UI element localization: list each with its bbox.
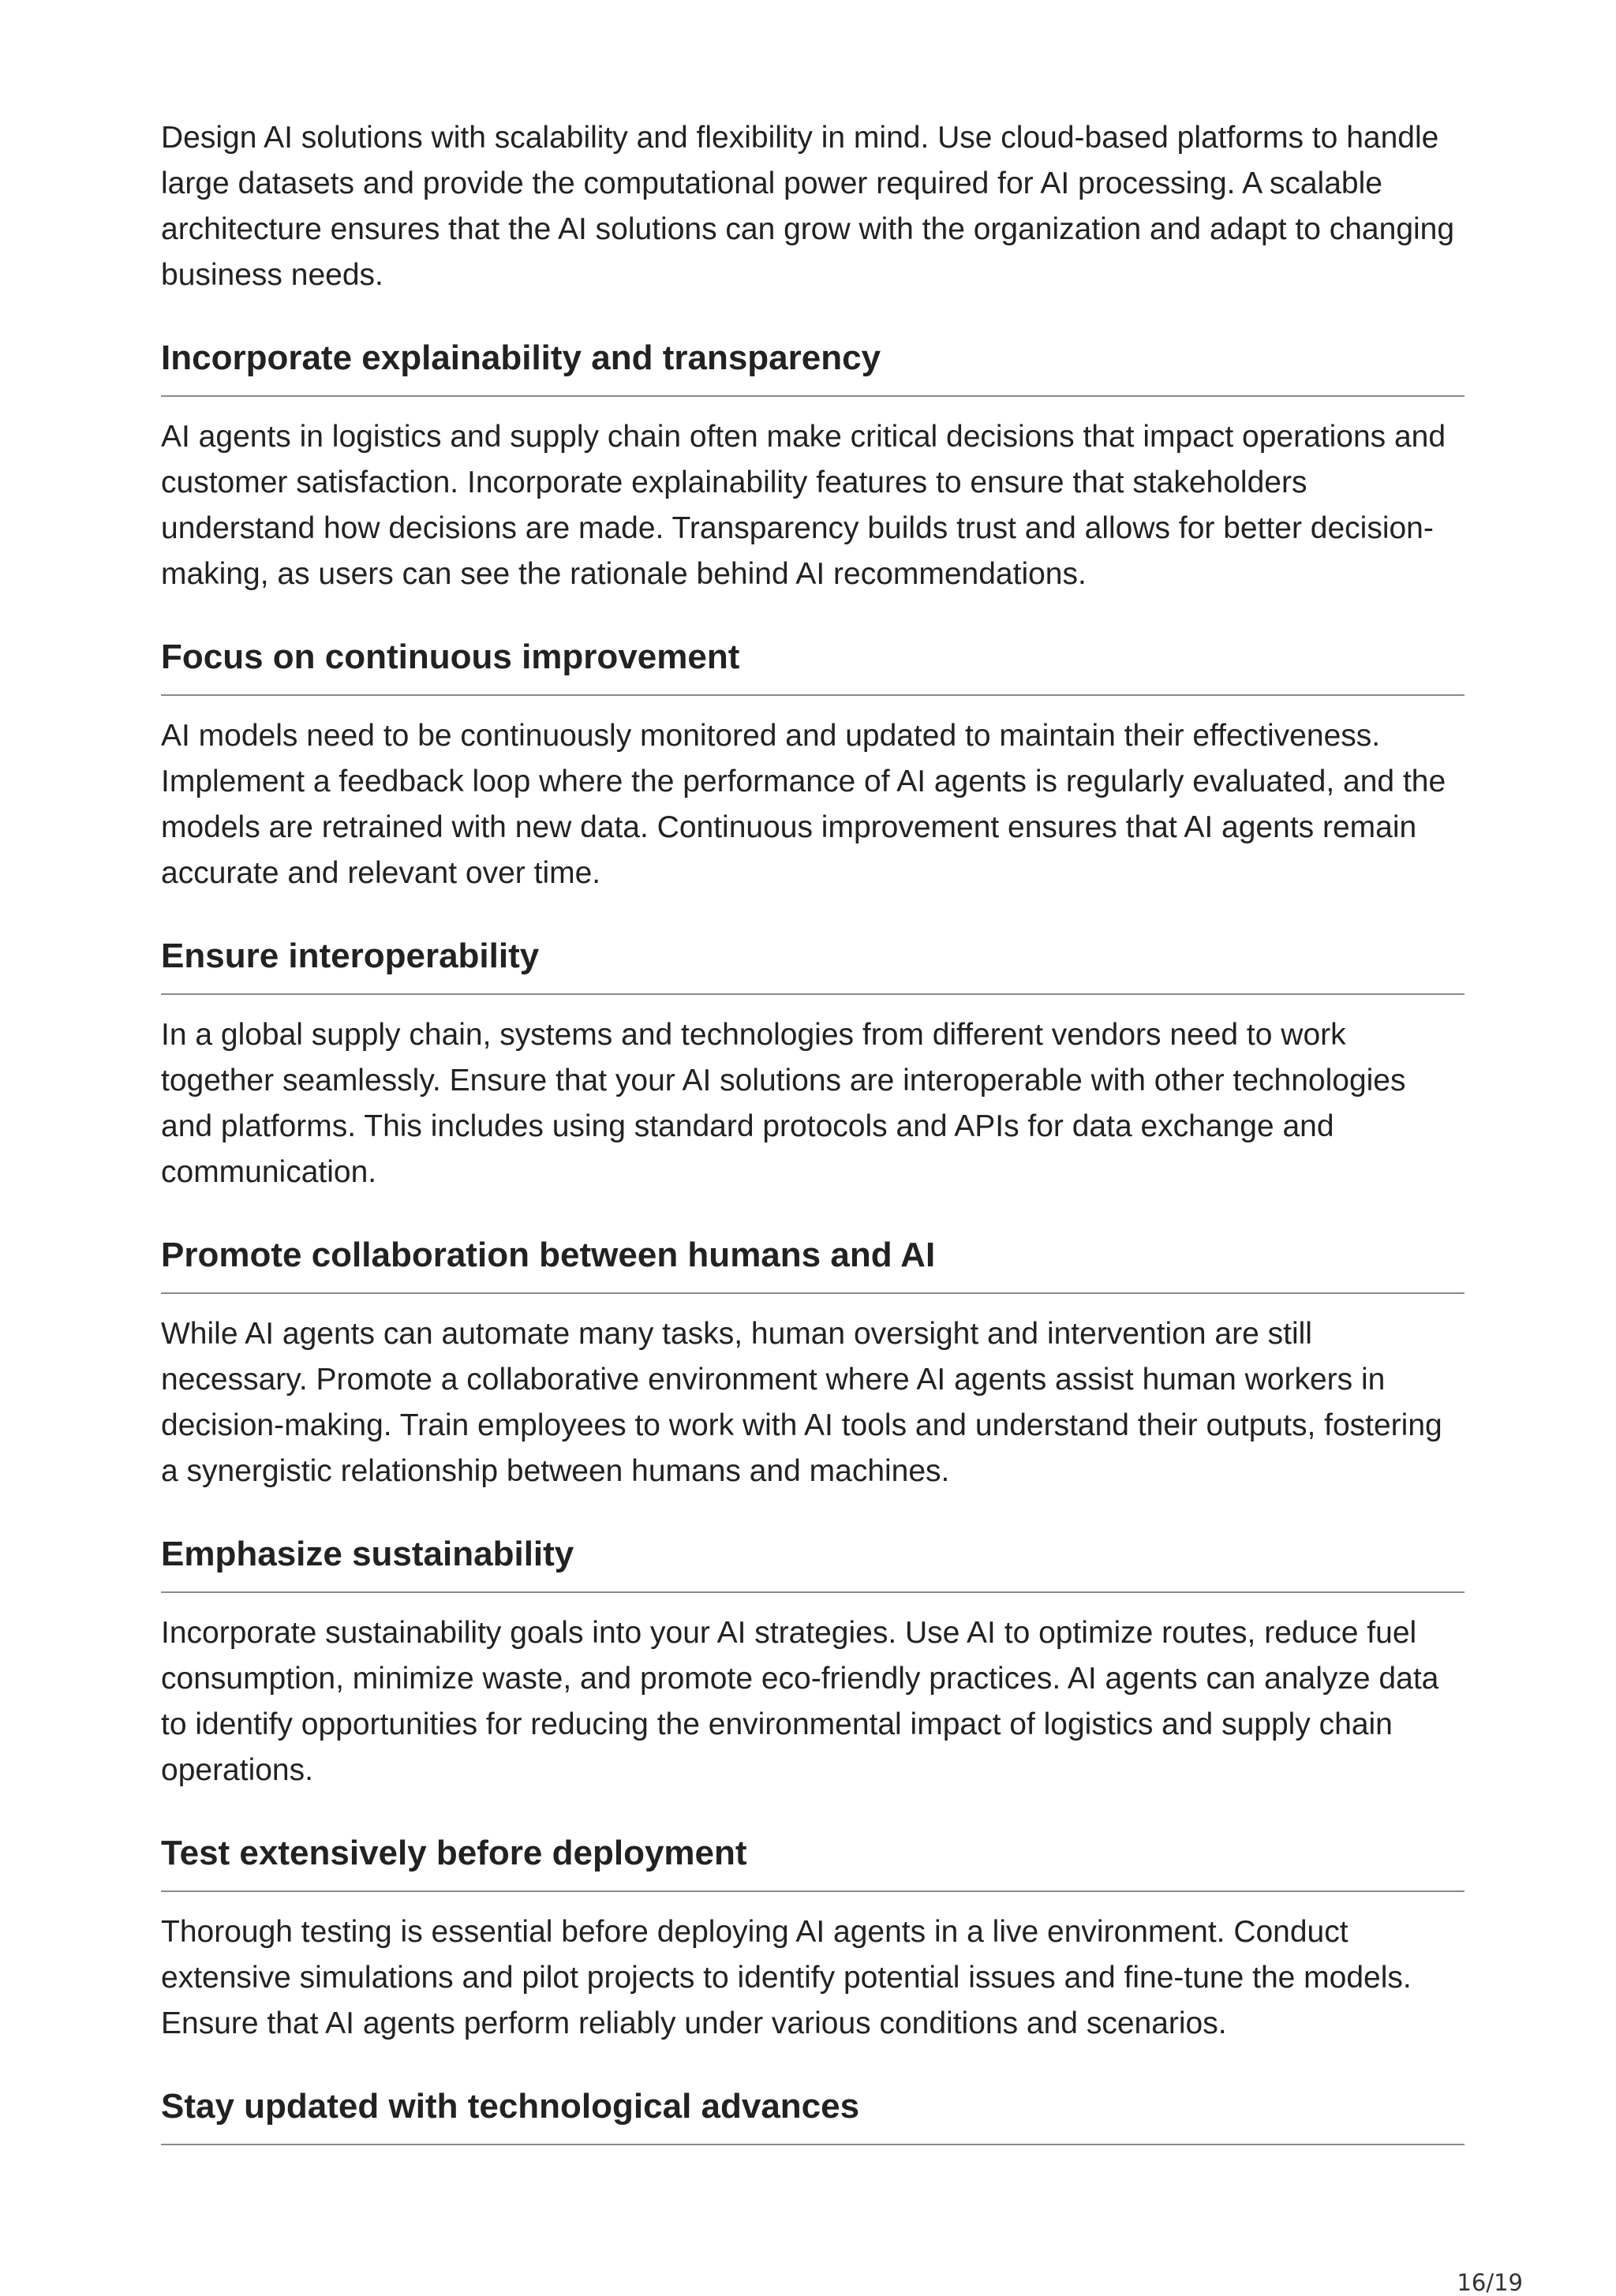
section-heading: Promote collaboration between humans and AI [161,1234,1464,1294]
section-paragraph: AI agents in logistics and supply chain often make critical decisions that impact operations and customer satisfaction. Incorporate explainability features to ensure that stakeholders understand how decisions are made. Transparency builds trust and allows for better decision-making, as users can see the rationale behind AI recommendations. [161,420,1446,591]
section-heading: Focus on continuous improvement [161,636,1464,696]
section-explainability [161,337,1464,597]
section-heading: Stay updated with technological advances [161,2085,1464,2145]
document-page [161,115,1464,2145]
page-number: 16/19 [1457,2269,1523,2296]
section-heading: Emphasize sustainability [161,1533,1464,1593]
section-heading: Incorporate explainability and transparency [161,337,1464,397]
section-sustainability [161,1533,1464,1793]
section-paragraph: Thorough testing is essential before deploying AI agents in a live environment. Conduct extensive simulations and pilot projects to identify potential issues and fine-tune the models. Ensure that AI agents perform reliably under various conditions and scenarios. [161,1915,1412,2040]
section-paragraph: Incorporate sustainability goals into your AI strategies. Use AI to optimize routes, reduce fuel consumption, minimize waste, and promote eco-friendly practices. AI agents can analyze data to identify opportunities for reducing the environmental impact of logistics and supply chain operations. [161,1616,1439,1787]
intro-paragraph: Design AI solutions with scalability and flexibility in mind. Use cloud-based platforms to handle large datasets and provide the computational power required for AI processing. A scalable architecture ensures that the AI solutions can grow with the organization and adapt to changing business needs. [161,121,1455,292]
section-continuous-improvement [161,636,1464,896]
section-paragraph: In a global supply chain, systems and technologies from different vendors need to work together seamlessly. Ensure that your AI solutions are interoperable with other technologies and platforms. This includes using standard protocols and APIs for data exchange and communication. [161,1018,1406,1189]
section-paragraph: While AI agents can automate many tasks, human oversight and intervention are still necessary. Promote a collaborative environment where AI agents assist human workers in decision-making. Train employees to work with AI tools and understand their outputs, fostering a synergistic relationship between humans and machines. [161,1317,1442,1488]
section-heading: Ensure interoperability [161,935,1464,995]
section-heading: Test extensively before deployment [161,1832,1464,1892]
section-interoperability [161,935,1464,1195]
section-collaboration [161,1234,1464,1494]
section-testing [161,1832,1464,2047]
section-paragraph: AI models need to be continuously monitored and updated to maintain their effectiveness. Implement a feedback loop where the performance of AI agents is regularly evaluated, and the models are retrained with new data. Continuous improvement ensures that AI agents remain accurate and relevant over time. [161,719,1446,890]
section-technological-advances [161,2085,1464,2145]
